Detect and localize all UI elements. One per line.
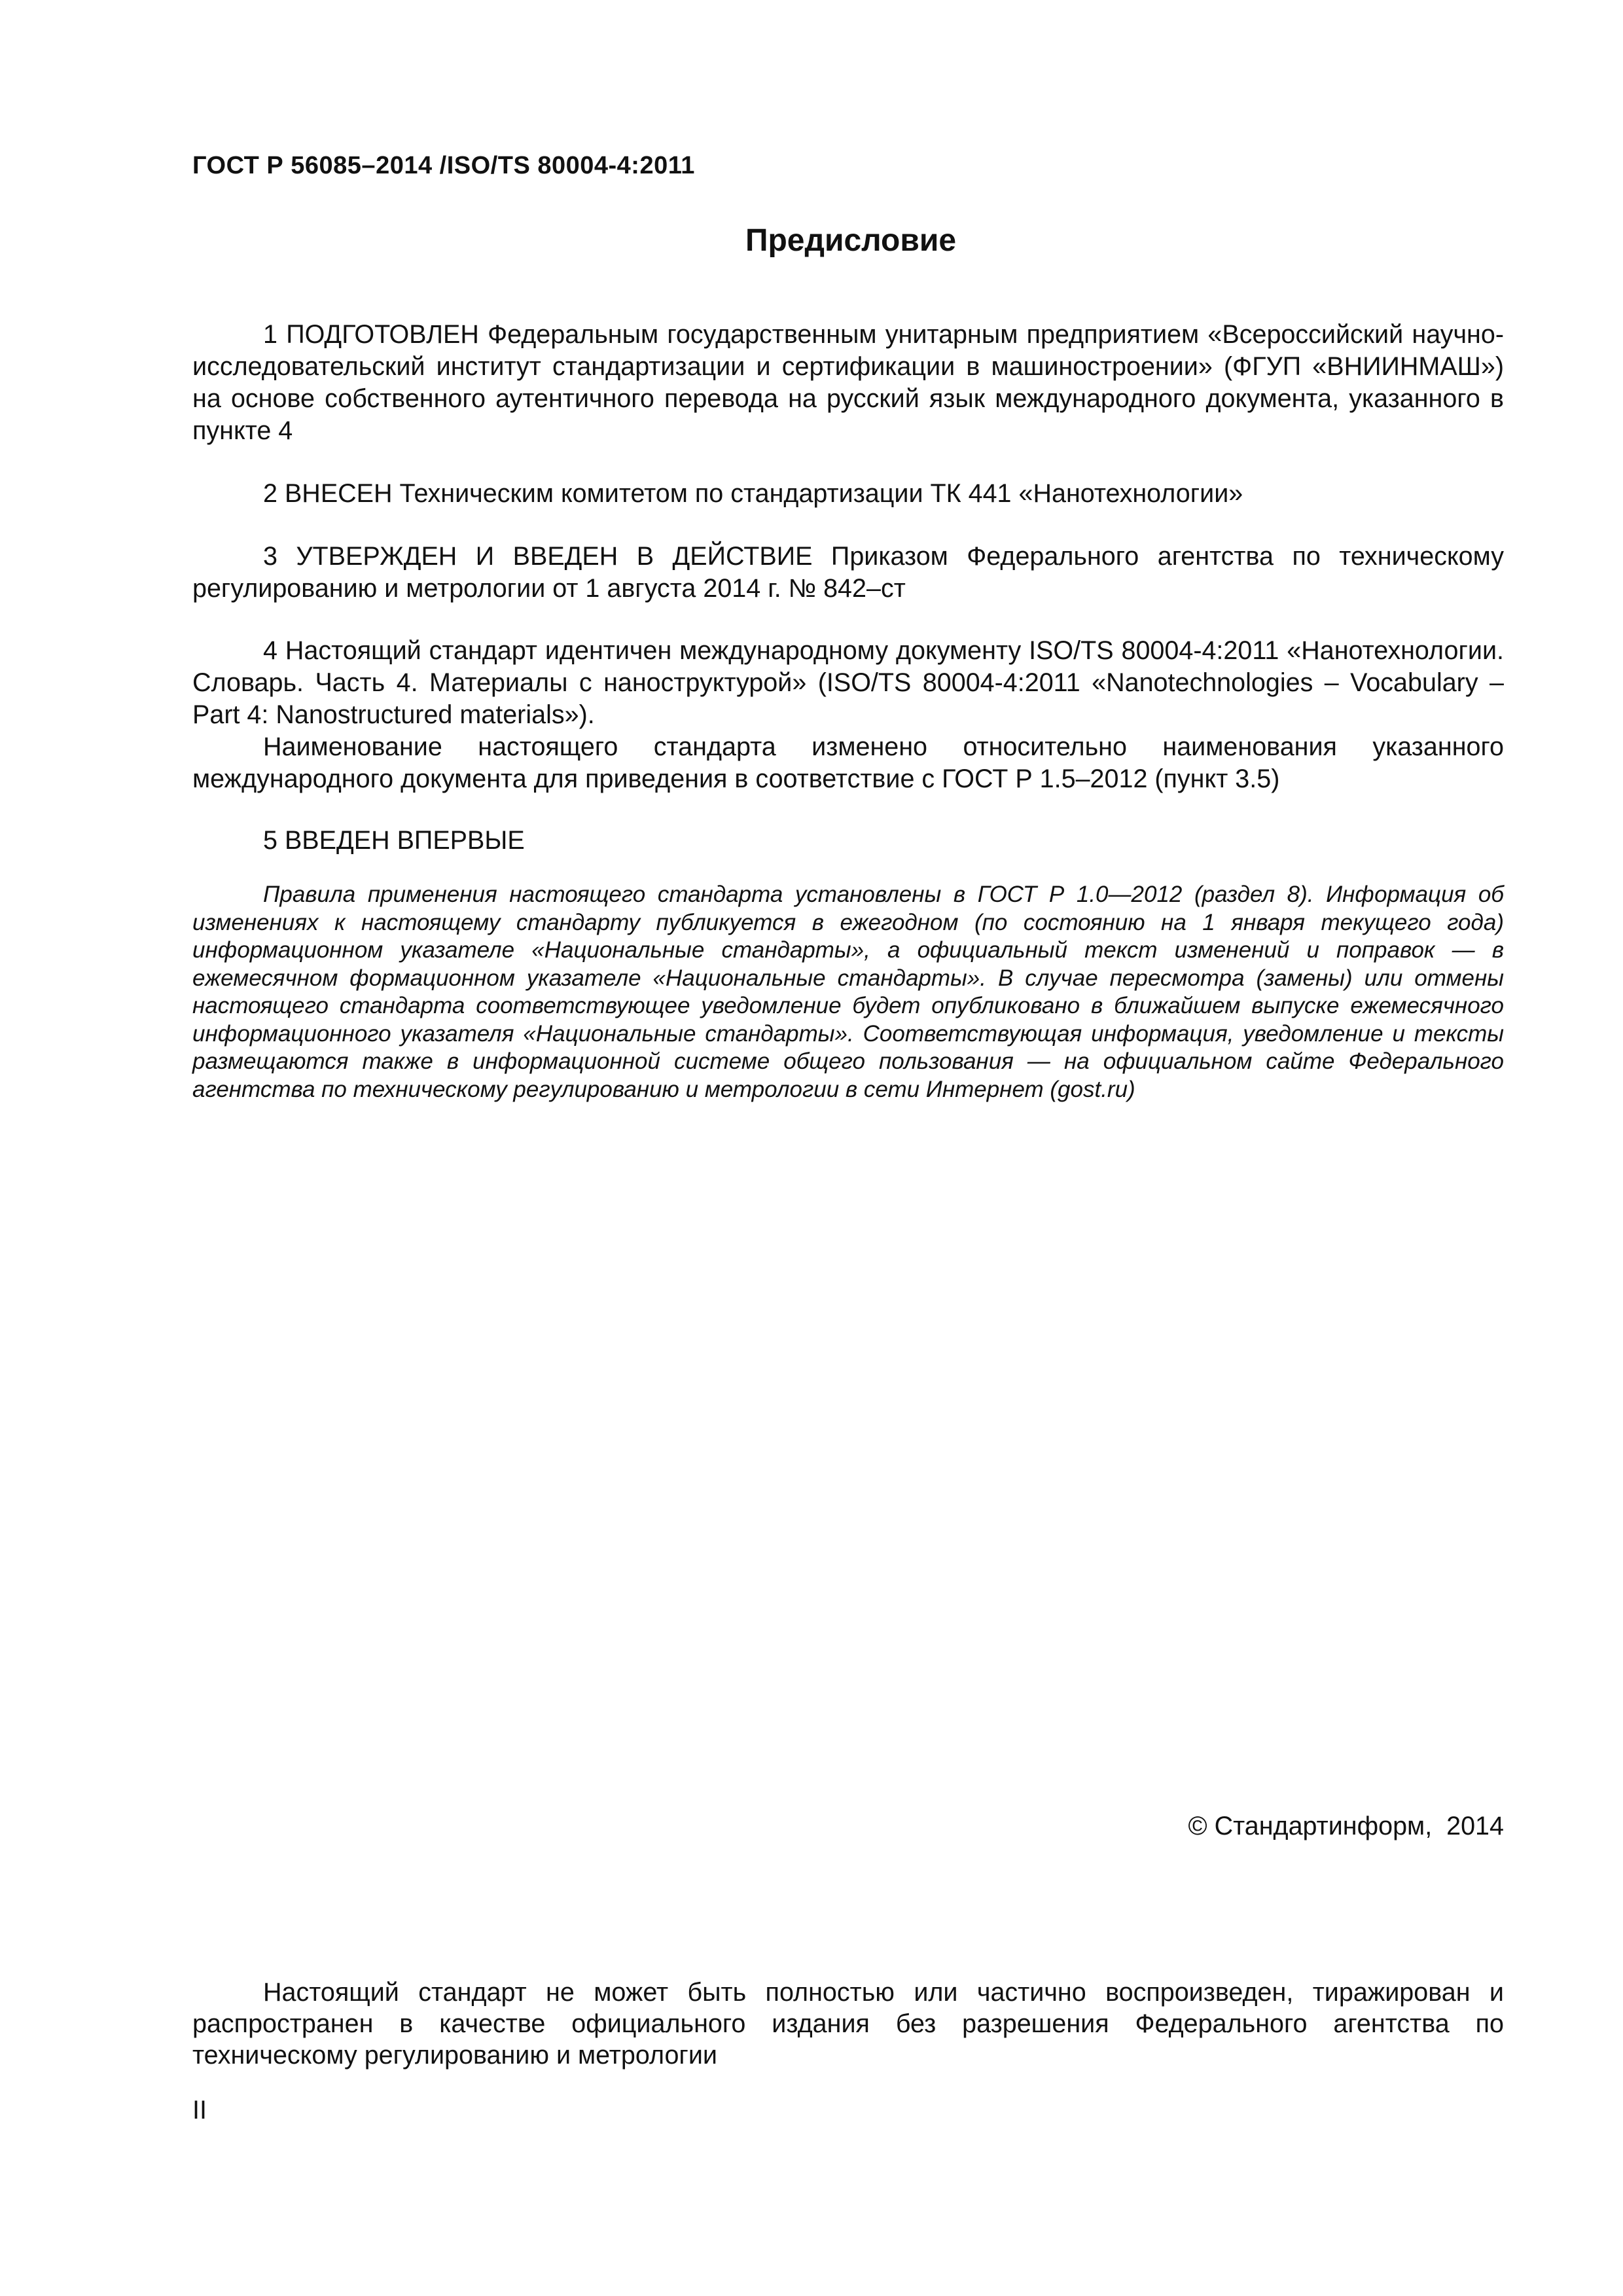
paragraph-2-introduced: 2 ВНЕСЕН Техническим комитетом по стандартизации ТК 441 «Нанотехнологии»	[263, 479, 1243, 508]
paragraph-1-prepared: 1 ПОДГОТОВЛЕН Федеральным государственным унитарным предприятием «Всероссийский научно-исследовательский институт стандартизации и сертификации в машиностроении» (ФГУП «ВНИИНМАШ») на основе собственного аутентичного перевода на русский язык международного документа, указанного в пункте 4	[192, 320, 1504, 445]
application-rules-note: Правила применения настоящего стандарта установлены в ГОСТ Р 1.0—2012 (раздел 8). Информация об изменениях к настоящему стандарту публикуется в ежегодном (по состоянию на 1 января текущего года) информационном указателе «Национальные стандарты», а официальный текст изменений и поправок — в ежемесячном формационном указателе «Национальные стандарты». В случае пересмотра (замены) или отмены настоящего стандарта соответствующее уведомление будет опубликовано в ближайшем выпуске ежемесячного информационного указателя «Национальные стандарты». Соответствующая информация, уведомление и тексты размещаются также в информационной системе общего пользования — на официальном сайте Федерального агентства по техническому регулированию и метрологии в сети Интернет (gost.ru)	[192, 882, 1504, 1102]
copyright-line: © Стандартинформ, 2014	[1188, 1812, 1504, 1840]
document-header: ГОСТ Р 56085–2014 /ISO/TS 80004-4:2011	[192, 152, 695, 179]
paragraph-4-identical: 4 Настоящий стандарт идентичен международному документу ISO/TS 80004-4:2011 «Нанотехнологии. Словарь. Часть 4. Материалы с наноструктурой» (ISO/TS 80004-4:2011 «Nanotechnologies – Vocabulary – Part 4: Nanostructured materials»).	[192, 636, 1504, 729]
paragraph-4-name-change: Наименование настоящего стандарта изменено относительно наименования указанного международного документа для приведения в соответствие с ГОСТ Р 1.5–2012 (пункт 3.5)	[192, 732, 1504, 793]
page-number: II	[192, 2096, 207, 2125]
page-title: Предисловие	[745, 223, 957, 258]
paragraph-5-first-introduced: 5 ВВЕДЕН ВПЕРВЫЕ	[263, 826, 525, 855]
paragraph-3-approved: 3 УТВЕРЖДЕН И ВВЕДЕН В ДЕЙСТВИЕ Приказом Федерального агентства по техническому регулированию и метрологии от 1 августа 2014 г. № 842–ст	[192, 542, 1504, 603]
reproduction-notice: Настоящий стандарт не может быть полностью или частично воспроизведен, тиражирован и распространен в качестве официального издания без разрешения Федерального агентства по техническому регулированию и метрологии	[192, 1978, 1504, 2070]
